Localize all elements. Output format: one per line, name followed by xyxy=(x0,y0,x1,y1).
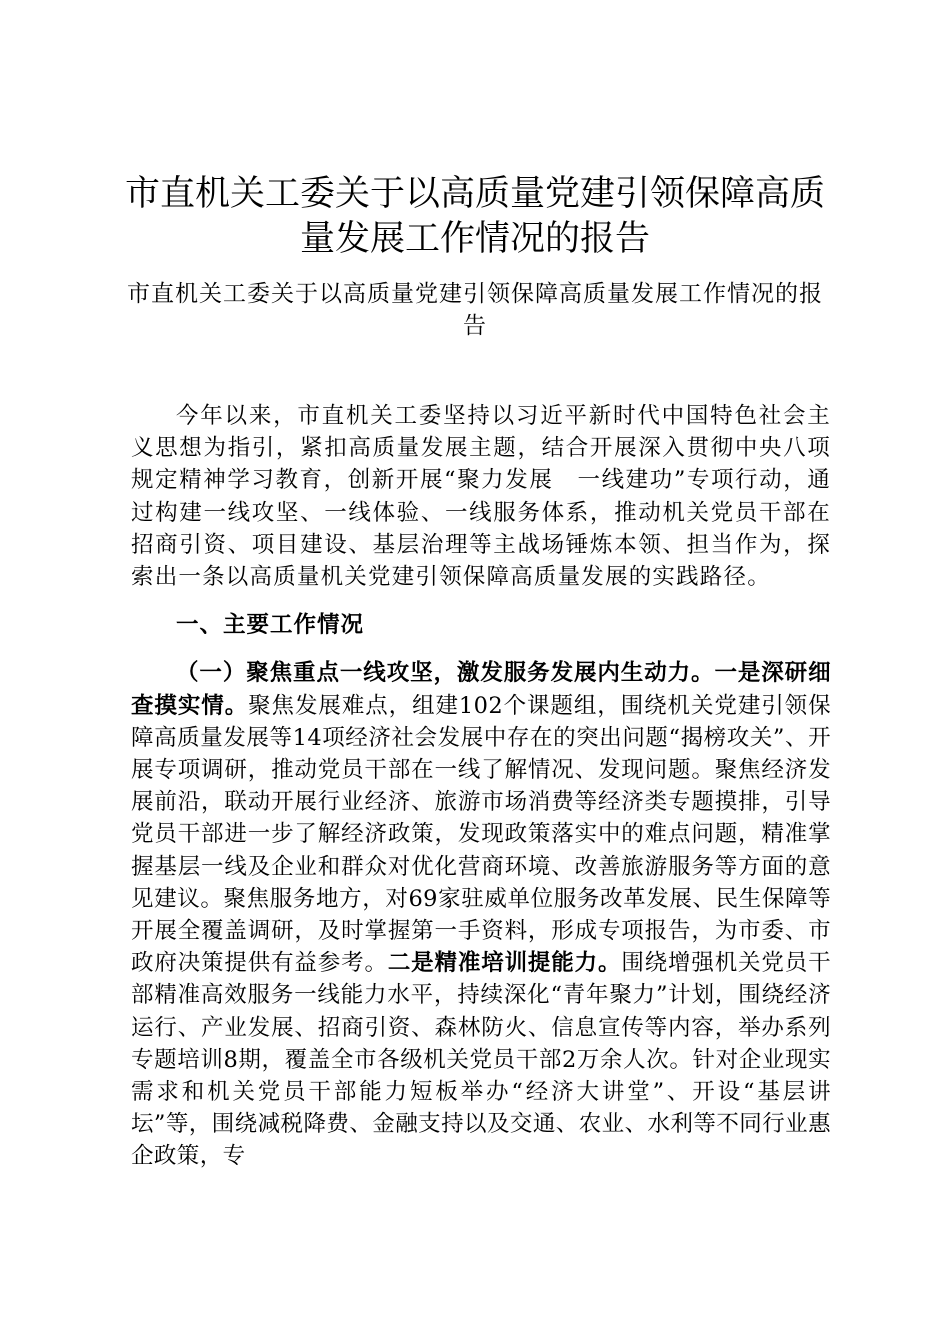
document-body xyxy=(131,400,831,1173)
point-label: 二是精准培训提能力。 xyxy=(387,950,622,977)
intro-paragraph: 今年以来，市直机关工委坚持以习近平新时代中国特色社会主义思想为指引，紧扣高质量发展主题，结合开展深入贯彻中央八项规定精神学习教育，创新开展“聚力发展 一线建功”专项行动，通过构建一线攻坚、一线体验、一线服务体系，推动机关党员干部在招商引资、项目建设、基层治理等主战场锤炼本领、担当作为，探索出一条以高质量机关党建引领保障高质量发展的实践路径。 xyxy=(131,403,831,591)
document-subtitle: 市直机关工委关于以高质量党建引领保障高质量发展工作情况的报告 xyxy=(127,281,823,339)
point-text: 聚焦发展难点，组建102个课题组，围绕机关党建引领保障高质量发展等14项经济社会发展中存在的突出问题“揭榜攻关”、开展专项调研，推动党员干部在一线了解情况、发现问题。聚焦经济发展前沿，联动开展行业经济、旅游市场消费等经济类专题摸排，引导党员干部进一步了解经济政策，发现政策落实中的难点问题，精准掌握基层一线及企业和群众对优化营商环境、改善旅游服务等方面的意见建议。聚焦服务地方，对69家驻威单位服务改革发展、民生保障等开展全覆盖调研，及时掌握第一手资料，形成专项报告，为市委、市政府决策提供有益参考。 xyxy=(131,692,831,977)
item-lead: （一）聚焦重点一线攻坚，激发服务发展内生动力。 xyxy=(176,660,715,687)
section-heading: 一、主要工作情况 xyxy=(176,612,365,639)
document-title: 市直机关工委关于以高质量党建引领保障高质量发展工作情况的报告 xyxy=(124,174,825,259)
item-paragraph xyxy=(131,657,831,1172)
point-text: 围绕增强机关党员干部精准高效服务一线能力水平，持续深化“青年聚力”计划，围绕经济运行、产业发展、招商引资、森林防火、信息宣传等内容，举办系列专题培训8期，覆盖全市各级机关党员干部2万余人次。针对企业现实需求和机关党员干部能力短板举办“经济大讲堂”、开设“基层讲坛”等，围绕减税降费、金融支持以及交通、农业、水利等不同行业惠企政策，专 xyxy=(131,950,831,1170)
point-label: 一是深研细查摸实情。 xyxy=(131,660,831,719)
